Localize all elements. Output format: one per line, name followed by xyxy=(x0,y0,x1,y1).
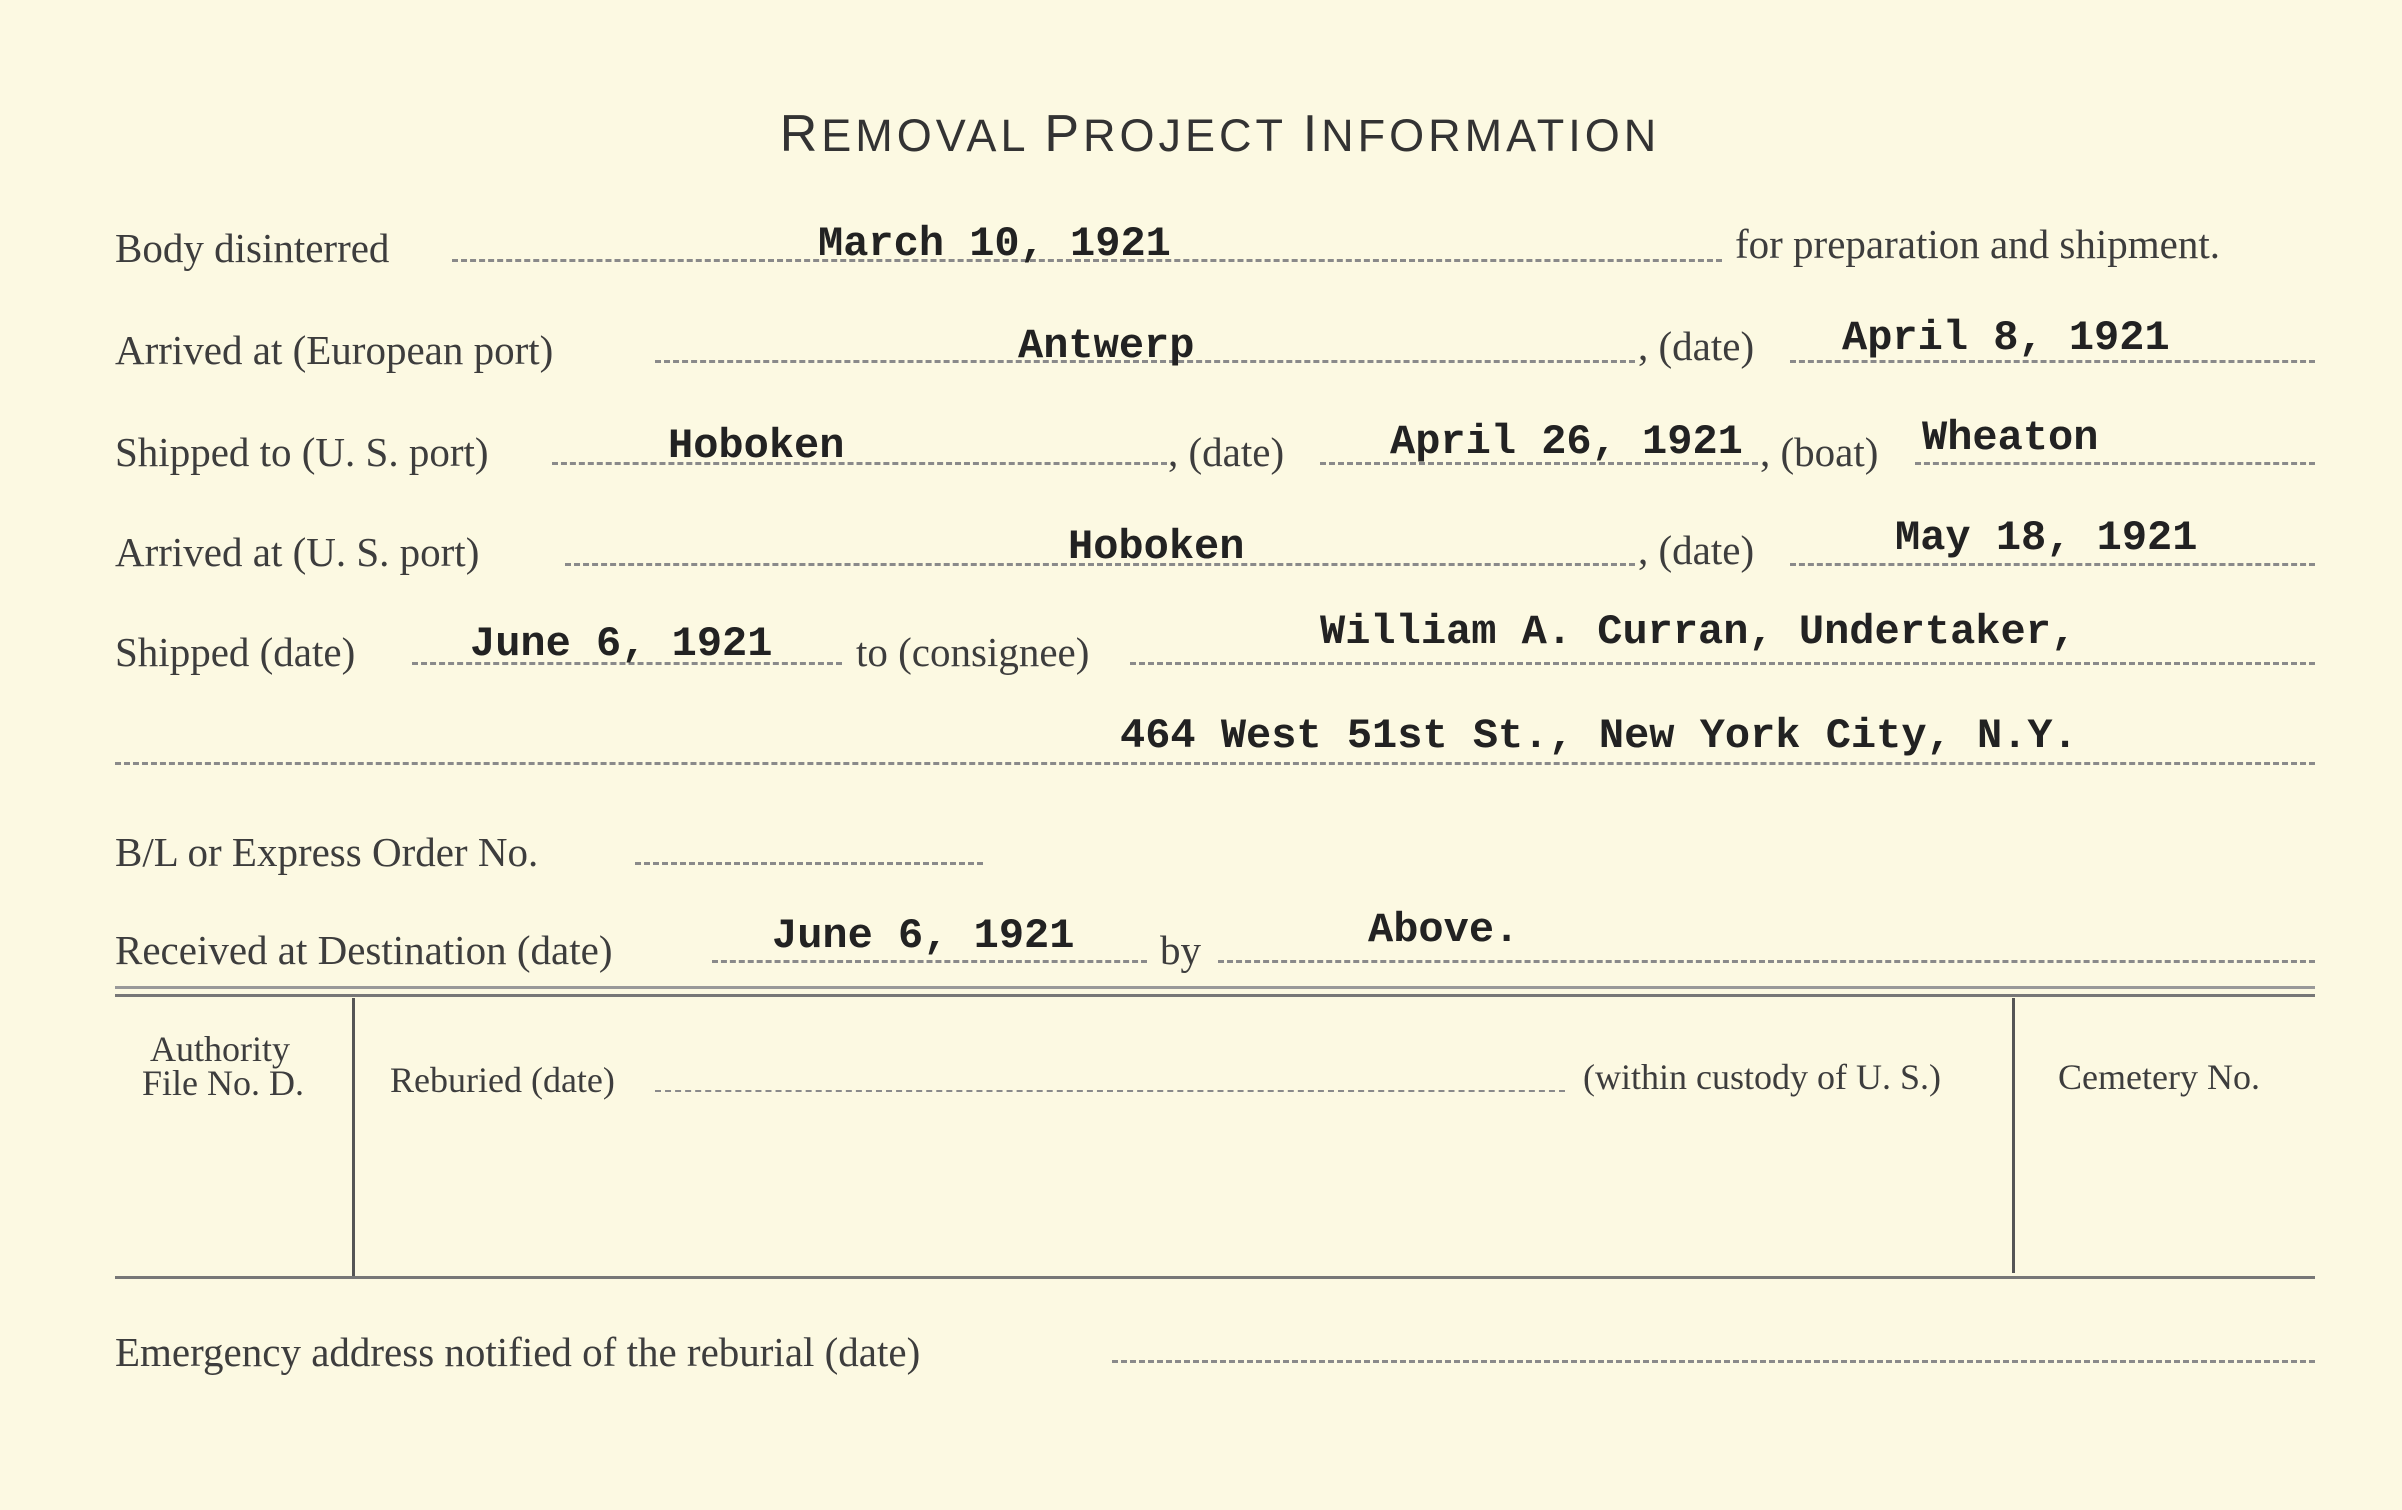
table-divider-left xyxy=(352,998,355,1276)
shipped-us-boat: Wheaton xyxy=(1922,414,2099,462)
reburied-label: Reburied (date) xyxy=(390,1060,615,1100)
consignee-line xyxy=(1130,662,2315,665)
emergency-line xyxy=(1112,1360,2315,1363)
table-top-rule-2 xyxy=(115,994,2315,997)
disinterred-label: Body disinterred xyxy=(115,225,390,271)
emergency-label: Emergency address notified of the reburial (date) xyxy=(115,1329,921,1375)
shipped-us-date-label: , (date) xyxy=(1168,429,1285,475)
european-port-value: Antwerp xyxy=(1018,322,1195,370)
table-bottom-rule xyxy=(115,1276,2315,1279)
received-date: June 6, 1921 xyxy=(772,912,1075,960)
consignee-label: to (consignee) xyxy=(856,629,1090,675)
received-date-line xyxy=(712,960,1147,963)
european-port-date: April 8, 1921 xyxy=(1842,314,2170,362)
shipped-us-line xyxy=(552,462,1167,465)
bl-label: B/L or Express Order No. xyxy=(115,829,539,875)
custody-label: (within custody of U. S.) xyxy=(1583,1057,1941,1097)
received-by: Above. xyxy=(1368,906,1520,954)
shipped-us-date: April 26, 1921 xyxy=(1390,418,1743,466)
arrived-us-label: Arrived at (U. S. port) xyxy=(115,529,480,575)
shipped-us-boat-label: , (boat) xyxy=(1760,429,1879,475)
table-divider-right xyxy=(2012,998,2015,1273)
european-port-label: Arrived at (European port) xyxy=(115,327,554,373)
bl-line xyxy=(635,862,983,865)
consignee-address: 464 West 51st St., New York City, N.Y. xyxy=(1120,712,2078,760)
european-port-date-label: , (date) xyxy=(1638,323,1755,369)
authority-label-2: File No. D. xyxy=(142,1063,304,1103)
cemetery-label: Cemetery No. xyxy=(2058,1057,2260,1097)
disinterred-suffix: for preparation and shipment. xyxy=(1735,221,2221,267)
received-label: Received at Destination (date) xyxy=(115,927,613,973)
shipped-date: June 6, 1921 xyxy=(470,620,773,668)
received-by-label: by xyxy=(1160,927,1201,973)
arrived-us-date-label: , (date) xyxy=(1638,527,1755,573)
arrived-us-date-line xyxy=(1790,563,2315,566)
arrived-us-date: May 18, 1921 xyxy=(1895,514,2198,562)
shipped-us-port: Hoboken xyxy=(668,422,845,470)
shipped-us-boat-line xyxy=(1915,462,2315,465)
table-top-rule-1 xyxy=(115,986,2315,989)
arrived-us-port: Hoboken xyxy=(1068,523,1245,571)
reburied-line xyxy=(655,1090,1565,1092)
disinterred-date: March 10, 1921 xyxy=(818,220,1171,268)
consignee-name: William A. Curran, Undertaker, xyxy=(1320,608,2077,656)
page-title: REMOVAL PROJECT INFORMATION xyxy=(779,105,1661,163)
authority-label-1: Authority xyxy=(150,1029,290,1069)
received-by-line xyxy=(1218,960,2315,963)
shipped-us-label: Shipped to (U. S. port) xyxy=(115,429,489,475)
address-line xyxy=(115,762,2315,765)
shipped-date-label: Shipped (date) xyxy=(115,629,356,675)
